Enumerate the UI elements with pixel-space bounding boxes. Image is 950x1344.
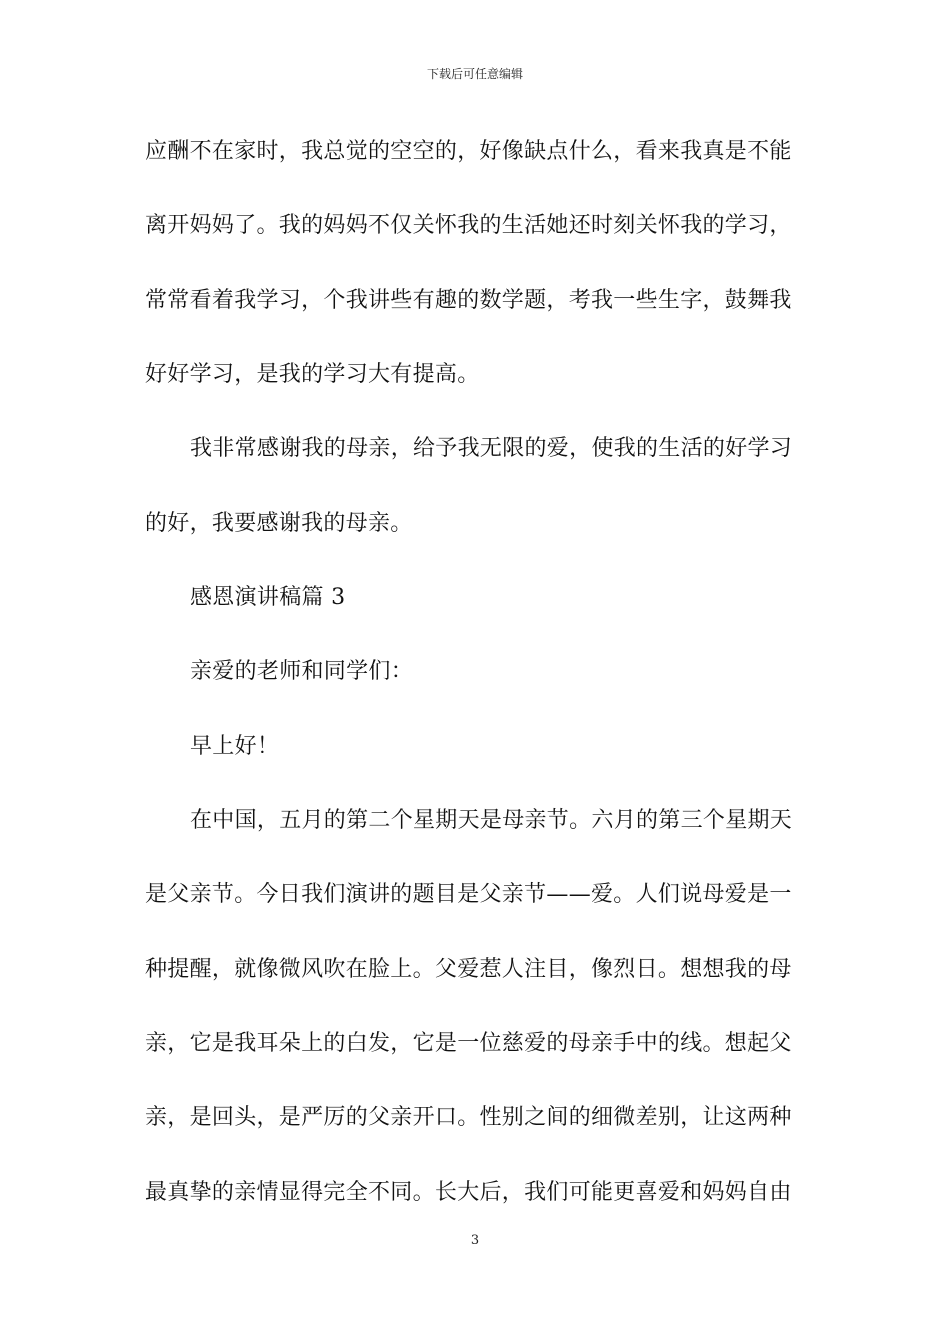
- body-text-line: 种提醒，就像微风吹在脸上。父爱惹人注目，像烈日。想想我的母: [145, 957, 792, 982]
- body-text-line: 的好，我要感谢我的母亲。: [145, 511, 413, 536]
- body-text-line: 亲，它是我耳朵上的白发，它是一位慈爱的母亲手中的线。想起父: [145, 1031, 792, 1056]
- body-text-line: 是父亲节。今日我们演讲的题目是父亲节——爱。人们说母爱是一: [145, 882, 792, 907]
- body-text-line: 常常看着我学习，个我讲些有趣的数学题，考我一些生字，鼓舞我: [145, 288, 792, 313]
- body-text-line: 好好学习，是我的学习大有提高。: [145, 362, 480, 387]
- section-heading: 感恩演讲稿篇 3: [190, 585, 346, 610]
- body-text-line: 我非常感谢我的母亲，给予我无限的爱，使我的生活的好学习: [190, 436, 793, 461]
- body-text-line: 离开妈妈了。我的妈妈不仅关怀我的生活她还时刻关怀我的学习，: [145, 213, 792, 238]
- body-text-line: 应酬不在家时，我总觉的空空的，好像缺点什么，看来我真是不能: [145, 139, 792, 164]
- body-text-line: 亲，是回头，是严厉的父亲开口。性别之间的细微差别，让这两种: [145, 1105, 792, 1130]
- greeting: 早上好！: [190, 734, 280, 759]
- body-text-line: 在中国，五月的第二个星期天是母亲节。六月的第三个星期天: [190, 808, 793, 833]
- page-header: 下载后可任意编辑: [426, 67, 523, 81]
- body-text-line: 最真挚的亲情显得完全不同。长大后，我们可能更喜爱和妈妈自由: [145, 1180, 792, 1205]
- page-number: 3: [470, 1233, 480, 1248]
- salutation: 亲爱的老师和同学们：: [190, 659, 414, 684]
